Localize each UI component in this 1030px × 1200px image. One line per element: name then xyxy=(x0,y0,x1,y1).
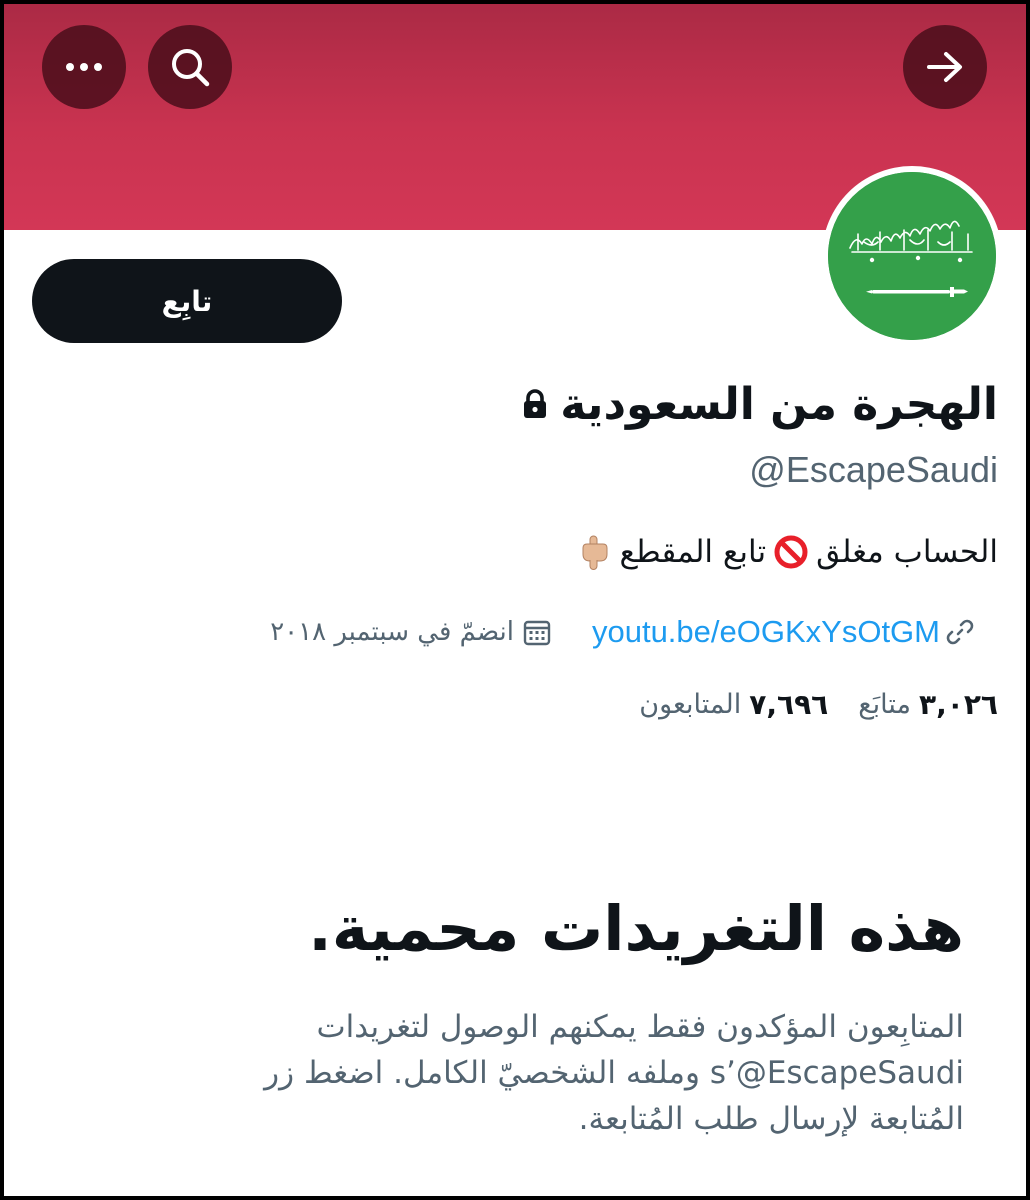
bio-text-account-closed: الحساب مغلق xyxy=(816,534,998,570)
display-name: الهجرة من السعودية xyxy=(560,378,998,430)
following-count: ٣,٠٢٦ xyxy=(919,688,998,721)
bio-text-follow-clip: تابع المقطع xyxy=(619,534,767,570)
protected-tweets-description: المتابِعون المؤكدون فقط يمكنهم الوصول لتغريدات s’@EscapeSaudi وملفه الشخصيّ الكامل. اضغط زر المُتابعة لإرسال طلب المُتابعة. xyxy=(264,1009,964,1137)
profile-bio xyxy=(577,534,998,570)
profile-link-text[interactable]: youtu.be/eOGKxYsOtGM xyxy=(591,614,940,649)
avatar[interactable] xyxy=(822,166,1002,346)
follow-button[interactable]: تابِع xyxy=(32,259,342,343)
link-icon xyxy=(944,616,976,648)
prohibited-icon xyxy=(774,535,808,569)
protected-tweets-title: هذه التغريدات محمية. xyxy=(308,892,964,965)
joined-date-text: انضمّ في سبتمبر ٢٠١٨ xyxy=(270,617,514,647)
follow-counts xyxy=(639,688,998,721)
joined-date xyxy=(270,617,552,647)
display-name-row xyxy=(522,369,998,439)
search-button[interactable] xyxy=(148,25,232,109)
followers-count-link[interactable] xyxy=(639,688,828,721)
calendar-icon xyxy=(522,617,552,647)
more-horizontal-icon xyxy=(64,61,104,73)
avatar-image xyxy=(828,172,996,340)
forward-button[interactable] xyxy=(903,25,987,109)
followers-count: ٧,٦٩٦ xyxy=(749,688,829,721)
profile-meta xyxy=(270,608,976,656)
search-icon xyxy=(168,45,212,89)
pointing-down-icon xyxy=(577,534,611,570)
arrow-right-icon xyxy=(925,49,965,85)
profile-link[interactable] xyxy=(592,614,976,650)
following-label: متابَع xyxy=(858,689,911,720)
more-button[interactable] xyxy=(42,25,126,109)
saudi-flag-emblem-icon xyxy=(828,172,996,340)
followers-label: المتابعون xyxy=(639,689,742,720)
lock-icon xyxy=(522,389,548,419)
username-handle: @EscapeSaudi xyxy=(749,449,998,490)
profile-screen xyxy=(4,4,1026,1196)
following-count-link[interactable] xyxy=(858,688,998,721)
